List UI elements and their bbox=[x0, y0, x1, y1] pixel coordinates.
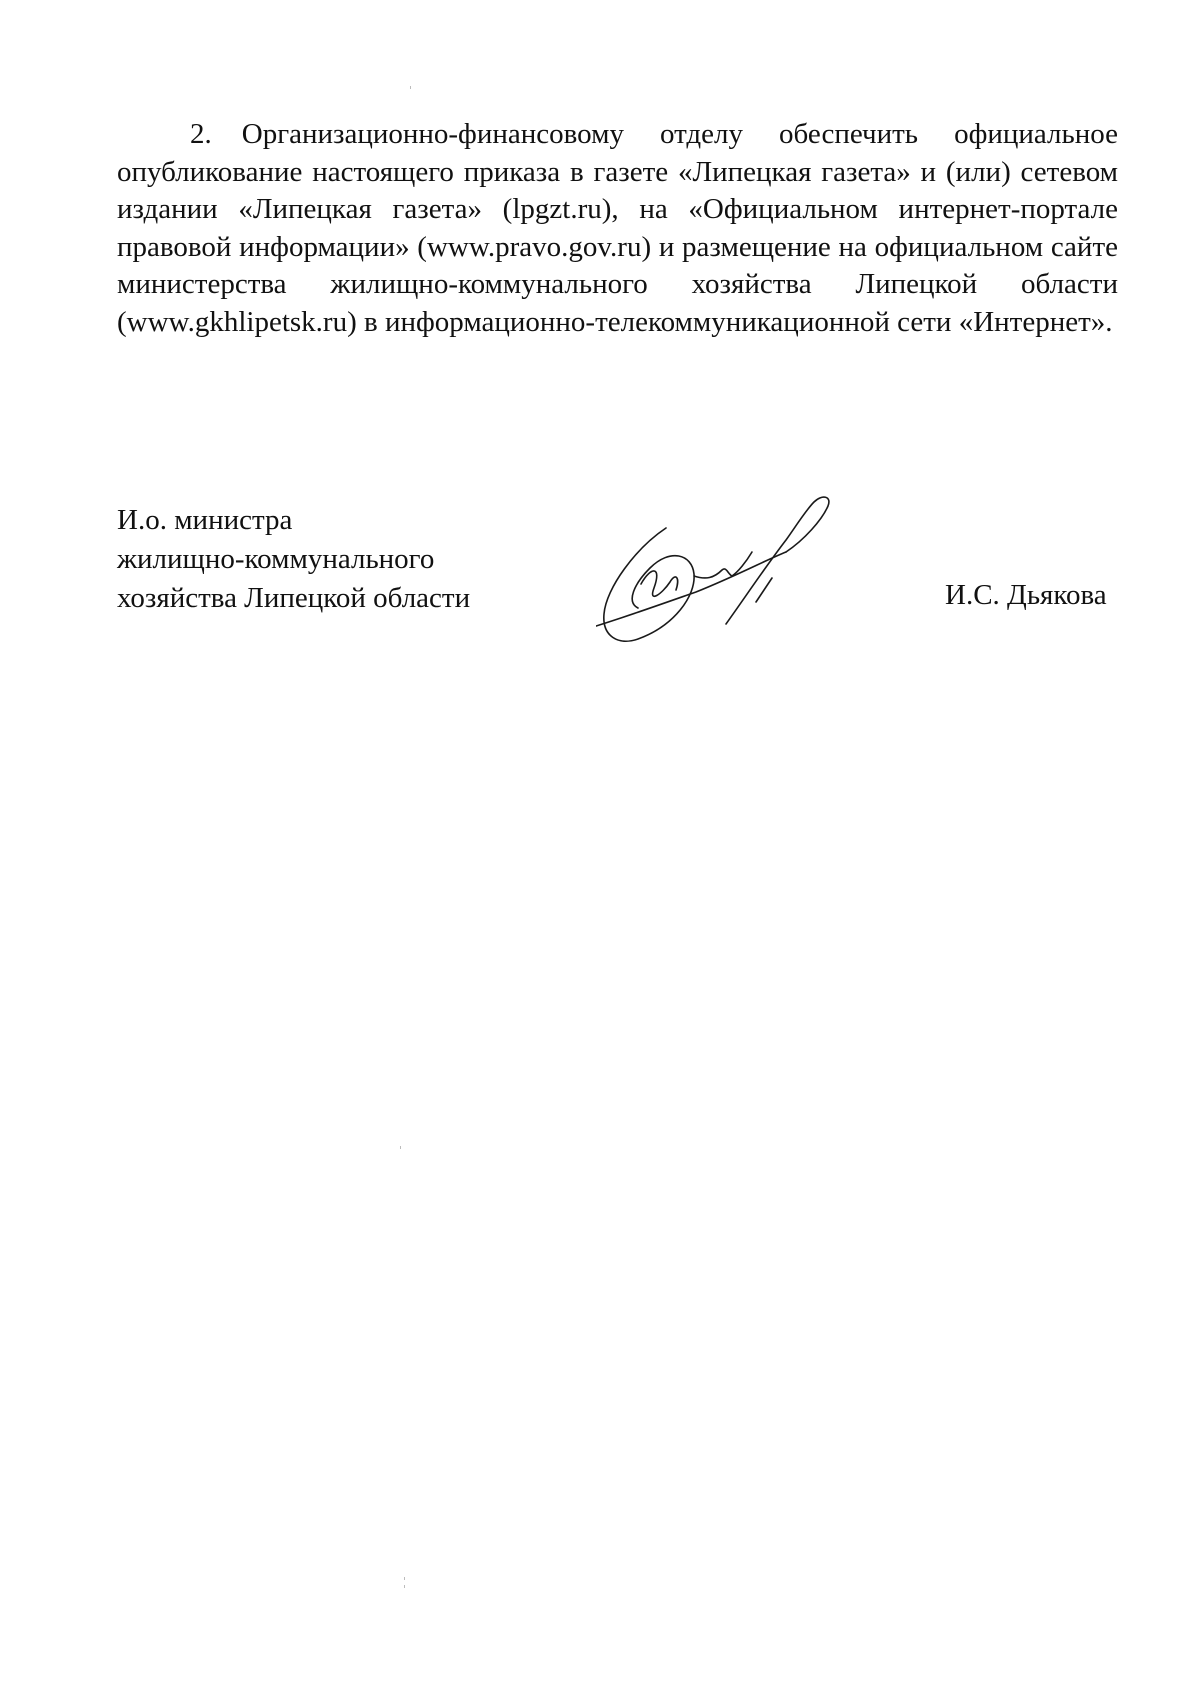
order-paragraph-2 bbox=[117, 116, 1118, 341]
scan-speck bbox=[404, 1585, 405, 1588]
signer-position bbox=[117, 501, 470, 618]
paragraph-line-6: (www.gkhlipetsk.ru) в информационно-телекоммуникационной сети «Интернет». bbox=[117, 305, 1113, 338]
signer-position-line-3: хозяйства Липецкой области bbox=[117, 582, 471, 614]
signer-position-line-2: жилищно-коммунального bbox=[117, 543, 435, 575]
paragraph-line-2: опубликование настоящего приказа в газете «Липецкая газета» и (или) сетевом bbox=[117, 155, 1118, 188]
paragraph-line-3: издании «Липецкая газета» (lpgzt.ru), на «Официальном интернет-портале bbox=[117, 193, 1118, 225]
paragraph-line-1: 2. Организационно-финансовому отделу обеспечить официальное bbox=[190, 118, 1118, 150]
scan-speck bbox=[404, 1577, 405, 1580]
paragraph-number: 2. bbox=[190, 118, 212, 150]
handwritten-signature bbox=[596, 496, 886, 666]
signer-name: И.С. Дьякова bbox=[945, 579, 1107, 611]
scan-speck bbox=[400, 1146, 401, 1149]
scan-speck bbox=[410, 86, 411, 89]
paragraph-line-4: правовой информации» (www.pravo.gov.ru) и размещение на официальном сайте bbox=[117, 230, 1118, 263]
paragraph-line-5: министерства жилищно-коммунального хозяйства Липецкой области bbox=[117, 268, 1118, 300]
signer-position-line-1: И.о. министра bbox=[117, 504, 293, 536]
